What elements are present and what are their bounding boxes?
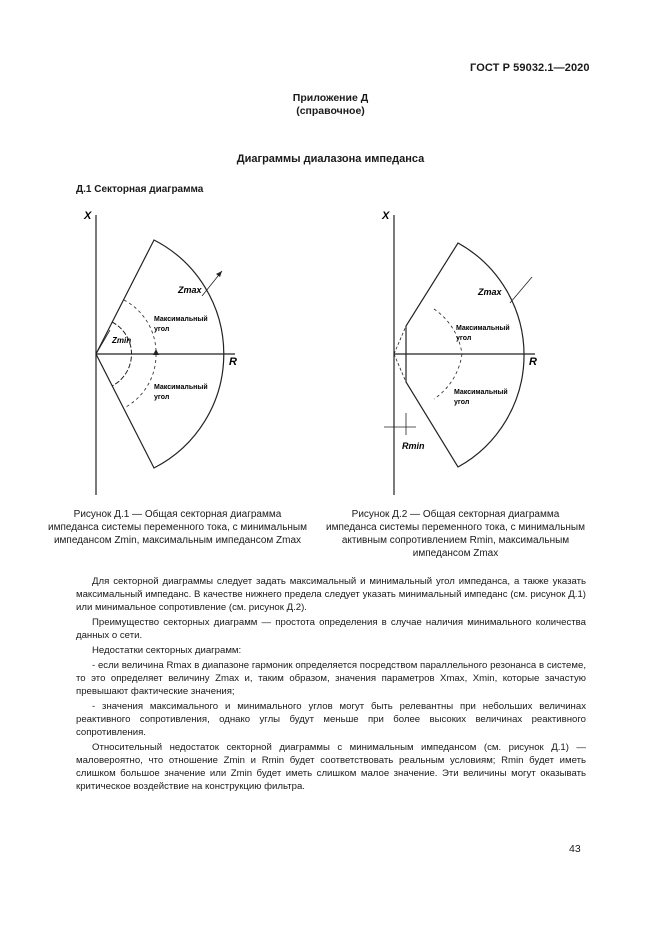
fig1-lower-angle-line1: Максимальный — [154, 384, 208, 391]
fig1-arrowhead — [153, 349, 159, 355]
page-number: 43 — [569, 843, 581, 855]
fig1-caption-line: импеданса системы переменного тока, с минимальным — [48, 522, 307, 533]
fig1-zmax-arrowhead — [216, 271, 222, 277]
fig2-r-label: R — [529, 356, 537, 368]
fig2-lower-angle-line1: Максимальный — [454, 389, 508, 396]
body-text — [76, 575, 586, 795]
fig2-upper-angle-line1: Максимальный — [456, 325, 510, 332]
fig2-lower-dash — [394, 354, 406, 382]
fig1-zmin-arrow — [96, 330, 110, 354]
annex-subtitle: (справочное) — [296, 105, 365, 117]
fig2-caption-line: импеданса системы переменного тока, с минимальным — [326, 522, 585, 533]
fig2-zmax-label: Zmax — [478, 287, 502, 297]
figure-2-diagram — [370, 205, 570, 500]
paragraph: Преимущество секторных диаграмм — простота определения в случае наличия минимального количества данных о сети. — [76, 617, 586, 641]
figure-1-caption — [40, 508, 315, 547]
list-item: - значения максимального и минимального углов могут быть релевантны при небольших величинах реактивного сопротивления, однако углы будут меньше при более высоких величинах реактивного сопротивления. — [76, 701, 586, 738]
fig2-lower-angle-line2: угол — [454, 399, 470, 406]
standard-number: ГОСТ Р 59032.1—2020 — [470, 62, 590, 74]
paragraph: Недостатки секторных диаграмм: — [92, 645, 242, 656]
fig2-x-label: X — [382, 210, 390, 222]
fig1-caption-line: импедансом Zmin, максимальным импедансом Zmax — [53, 535, 302, 546]
annex-heading — [0, 92, 661, 118]
fig2-sector — [406, 243, 524, 467]
fig1-r-label: R — [229, 356, 237, 368]
list-item: - если величина Rmax в диапазоне гармоник определяется посредством параллельного резонанса в системе, то это определяет величину Zmax и, таким образом, значения параметров Xmax, Xmin, которые зачастую превышают фактические значения; — [76, 660, 586, 697]
fig2-zmax-arrow — [510, 277, 532, 303]
fig1-lower-angle-arc — [124, 354, 156, 408]
fig1-upper-angle-line1: Максимальный — [154, 316, 208, 323]
fig1-upper-angle-line2: угол — [154, 326, 170, 333]
fig1-caption-line: Рисунок Д.1 — Общая секторная диаграмма — [73, 509, 282, 520]
fig1-x-label: X — [84, 210, 92, 222]
fig2-upper-dash — [394, 326, 406, 354]
paragraph: Для секторной диаграммы следует задать максимальный и минимальный угол импеданса, а также указать максимальный импеданс. В качестве нижнего предела следует указать минимальный импеданс (см. рисунок Д.1) или минимальное сопротивление (см. рисунок Д.2). — [76, 576, 586, 613]
annex-title: Приложение Д — [292, 92, 369, 104]
fig1-upper-angle-arc — [124, 300, 156, 354]
fig2-upper-angle-line2: угол — [456, 335, 472, 342]
fig2-caption-line: активным сопротивлением Rmin, максимальным — [341, 535, 570, 546]
fig2-caption-line: импедансом Zmax — [412, 548, 499, 559]
paragraph: Относительный недостаток секторной диаграммы с минимальным импедансом (см. рисунок Д.1) — маловероятно, что отношение Zmin и Rmin будет соответствовать реальным условиям; Rmin будет иметь слишком большое значение или Zmin будет иметь слишком малое значение. Эти величины могут оказывать критическое воздействие на конструкцию фильтра. — [76, 742, 586, 792]
figure-2-caption — [318, 508, 593, 560]
section-heading: Д.1 Секторная диаграмма — [76, 184, 204, 195]
fig2-caption-line: Рисунок Д.2 — Общая секторная диаграмма — [351, 509, 560, 520]
fig2-rmin-label: Rmin — [402, 441, 425, 451]
fig1-zmin-label: Zmin — [112, 336, 132, 345]
fig1-lower-angle-line2: угол — [154, 394, 170, 401]
fig1-zmax-label: Zmax — [178, 285, 202, 295]
figure-1-diagram — [70, 205, 270, 500]
main-title: Диаграммы диалазона импеданса — [236, 153, 425, 165]
